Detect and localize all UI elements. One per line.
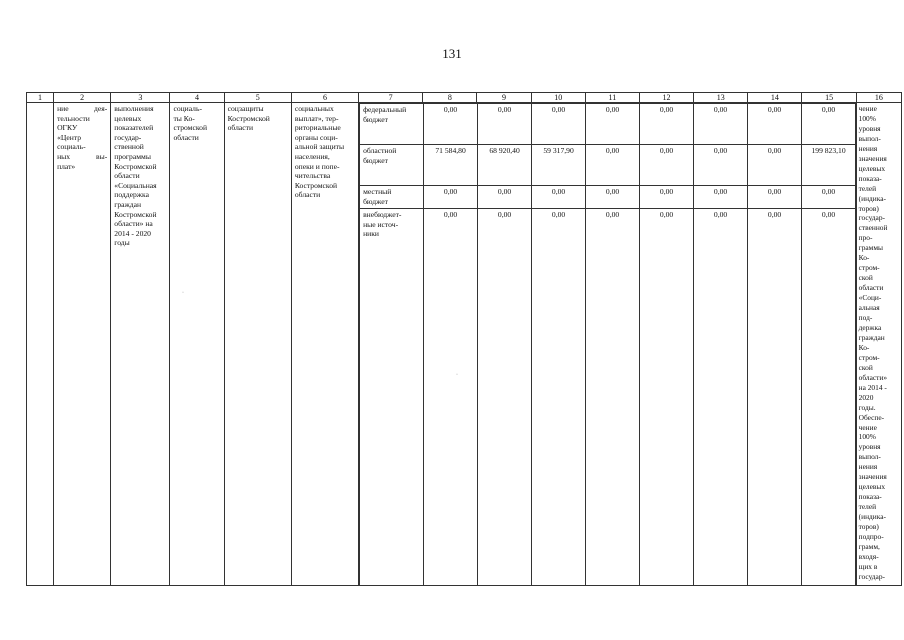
budget-value: 0,00	[694, 186, 748, 209]
col-number: 12	[639, 93, 693, 103]
col16-line: телей	[858, 502, 877, 512]
col-number: 1	[27, 93, 54, 103]
budget-value: 0,00	[586, 104, 640, 145]
col16-line: показа-	[858, 173, 882, 183]
col3-line: граждан	[114, 199, 142, 209]
col16-line: под-	[858, 313, 873, 323]
col3-line: программы	[114, 151, 151, 161]
budget-value: 0,00	[640, 186, 694, 209]
col16-line: Обеспе-	[858, 412, 885, 422]
col16-line: области»	[858, 372, 888, 382]
budget-block	[359, 103, 857, 586]
col16-line: на 2014 -	[858, 382, 887, 392]
col16-line: выпол-	[858, 133, 881, 143]
col6-line: альной защиты	[294, 142, 345, 152]
col16-line: чение	[858, 422, 877, 432]
budget-value: 0,00	[586, 186, 640, 209]
col16-line: граммы	[858, 243, 883, 253]
col2-line: ных вы-	[57, 151, 108, 161]
col3-line: 2014 - 2020	[114, 228, 151, 238]
col1-cell	[27, 103, 54, 586]
col2-line: «Центр	[57, 132, 82, 142]
budget-value: 0,00	[424, 104, 478, 145]
col16-line: показа-	[858, 492, 882, 502]
col4-line: стромской	[173, 123, 208, 133]
col16-line: альная	[858, 303, 880, 313]
col16-line: Ко-	[858, 342, 870, 352]
budget-source-line: бюджет	[363, 196, 388, 206]
col16-line: ской	[858, 362, 873, 372]
col16-line: граждан	[858, 332, 885, 342]
budget-row-extrabudgetary	[360, 209, 856, 586]
col4-cell	[170, 103, 224, 586]
col2-line: социаль-	[57, 142, 86, 152]
budget-value: 199 823,10	[802, 145, 856, 186]
col16-line: телей	[858, 183, 877, 193]
col16-line: грамм,	[858, 541, 880, 551]
col16-line: государ-	[858, 571, 885, 581]
col6-line: Костромской	[294, 180, 338, 190]
col5-line: Костромской	[227, 113, 270, 123]
col16-line: 100%	[858, 113, 876, 123]
budget-source-line: ные источ-	[363, 219, 399, 229]
col16-line: государ-	[858, 213, 885, 223]
budget-value: 0,00	[640, 145, 694, 186]
budget-value: 0,00	[586, 209, 640, 586]
budget-value: 0,00	[748, 186, 802, 209]
col16-line: 2020	[858, 392, 874, 402]
col16-line: «Соци-	[858, 293, 882, 303]
col-number: 8	[423, 93, 477, 103]
col16-line: значения	[858, 472, 887, 482]
budget-value: 0,00	[802, 209, 856, 586]
col-number: 5	[224, 93, 291, 103]
col-number: 9	[477, 93, 531, 103]
col3-line: поддержка	[114, 190, 149, 200]
budget-value: 71 584,80	[424, 145, 478, 186]
col16-line: целевых	[858, 482, 886, 492]
col3-line: ственной	[114, 142, 144, 152]
col16-line: про-	[858, 233, 873, 243]
budget-source-line: бюджет	[363, 114, 388, 124]
col4-line: социаль-	[173, 104, 202, 113]
budget-value: 0,00	[478, 186, 532, 209]
col16-line: целевых	[858, 163, 886, 173]
col6-line: области	[294, 190, 321, 200]
col-number: 11	[585, 93, 639, 103]
col3-line: годы	[114, 238, 130, 248]
budget-value: 0,00	[640, 209, 694, 586]
budget-value: 0,00	[748, 209, 802, 586]
col16-line: нения	[858, 143, 878, 153]
budget-source	[360, 145, 424, 186]
col-number: 6	[291, 93, 358, 103]
scan-speck: ·	[456, 372, 458, 378]
col3-cell	[111, 103, 170, 586]
col6-line: органы соци-	[294, 132, 338, 142]
col3-line: показателей	[114, 123, 154, 133]
col16-line: Ко-	[858, 253, 870, 263]
budget-value: 0,00	[478, 209, 532, 586]
budget-value: 0,00	[424, 209, 478, 586]
budget-value: 0,00	[694, 145, 748, 186]
budget-table	[359, 103, 856, 585]
budget-source-line: областной	[363, 146, 397, 155]
col16-line: (индика-	[858, 512, 886, 522]
col16-line: годы.	[858, 402, 876, 412]
col-number: 13	[694, 93, 748, 103]
col16-line: стром-	[858, 263, 880, 273]
budget-value: 68 920,40	[478, 145, 532, 186]
col2-line: ОГКУ	[57, 123, 78, 133]
col16-line: торов)	[858, 522, 879, 532]
col16-line: нения	[858, 462, 878, 472]
col3-line: целевых	[114, 113, 142, 123]
col16-line: уровня	[858, 123, 881, 133]
col6-line: социальных	[294, 104, 334, 113]
col3-line: государ-	[114, 132, 142, 142]
scan-speck: ·	[182, 290, 184, 296]
col16-line: входя-	[858, 551, 879, 561]
col4-line: области	[173, 132, 199, 142]
col6-line: населения,	[294, 151, 330, 161]
col16-cell	[856, 103, 901, 586]
page-number: 131	[442, 46, 462, 61]
budget-row-regional	[360, 145, 856, 186]
col16-line: 100%	[858, 432, 876, 442]
budget-value: 59 317,90	[532, 145, 586, 186]
col5-line: соцзащиты	[227, 104, 264, 113]
budget-value: 0,00	[748, 104, 802, 145]
budget-value: 0,00	[532, 104, 586, 145]
column-number-row	[27, 93, 902, 103]
col3-line: «Социальная	[114, 180, 157, 190]
col3-line: выполнения	[114, 104, 154, 113]
col5-cell	[224, 103, 291, 586]
col-number: 15	[802, 93, 856, 103]
col3-line: области» на	[114, 219, 153, 229]
col6-line: выплат», тер-	[294, 113, 339, 123]
col16-line: (индика-	[858, 193, 886, 203]
col16-line: стром-	[858, 352, 880, 362]
col16-line: торов)	[858, 203, 879, 213]
col2-cell	[54, 103, 111, 586]
budget-value: 0,00	[694, 104, 748, 145]
budget-value: 0,00	[802, 104, 856, 145]
budget-source-line: внебюджет-	[363, 210, 402, 219]
col3-line: области	[114, 171, 140, 181]
budget-source	[360, 104, 424, 145]
budget-source-line: федеральный	[363, 105, 407, 114]
budget-value: 0,00	[586, 145, 640, 186]
budget-value: 0,00	[640, 104, 694, 145]
col16-line: держка	[858, 322, 882, 332]
col16-line: выпол-	[858, 452, 881, 462]
budget-source-line: ники	[363, 229, 379, 239]
col-number: 14	[748, 93, 802, 103]
col2-line: ние дея-	[57, 104, 108, 113]
col-number: 16	[856, 93, 901, 103]
col6-line: опеки и попе-	[294, 161, 340, 171]
col-number: 10	[531, 93, 585, 103]
budget-value: 0,00	[478, 104, 532, 145]
col3-line: Костромской	[114, 209, 157, 219]
budget-value: 0,00	[802, 186, 856, 209]
budget-source	[360, 209, 424, 586]
col16-line: области	[858, 283, 884, 293]
col5-line: области	[227, 123, 254, 133]
col16-line: ственной	[858, 223, 888, 233]
budget-row-local	[360, 186, 856, 209]
col-number: 3	[111, 93, 170, 103]
col-number: 7	[359, 93, 423, 103]
table-row	[27, 103, 902, 586]
budget-source	[360, 186, 424, 209]
col6-line: чительства	[294, 171, 331, 181]
col6-line: риториальные	[294, 123, 341, 133]
budget-value: 0,00	[532, 186, 586, 209]
col4-line: ты Ко-	[173, 113, 195, 123]
budget-row-federal	[360, 104, 856, 145]
budget-source-line: местный	[363, 187, 392, 196]
budget-value: 0,00	[694, 209, 748, 586]
col16-line: значения	[858, 153, 887, 163]
col16-line: уровня	[858, 442, 881, 452]
col2-line: тельности	[57, 113, 90, 123]
col-number: 2	[54, 93, 111, 103]
budget-source-line: бюджет	[363, 155, 388, 165]
budget-value: 0,00	[532, 209, 586, 586]
col16-line: щих в	[858, 561, 878, 571]
col-number: 4	[170, 93, 224, 103]
col3-line: Костромской	[114, 161, 157, 171]
col16-line: чение	[858, 104, 877, 113]
col16-line: подпро-	[858, 531, 884, 541]
col16-line: ской	[858, 273, 873, 283]
col2-line: плат»	[57, 161, 76, 171]
budget-value: 0,00	[748, 145, 802, 186]
budget-value: 0,00	[424, 186, 478, 209]
program-table	[26, 92, 902, 586]
col6-cell	[291, 103, 358, 586]
